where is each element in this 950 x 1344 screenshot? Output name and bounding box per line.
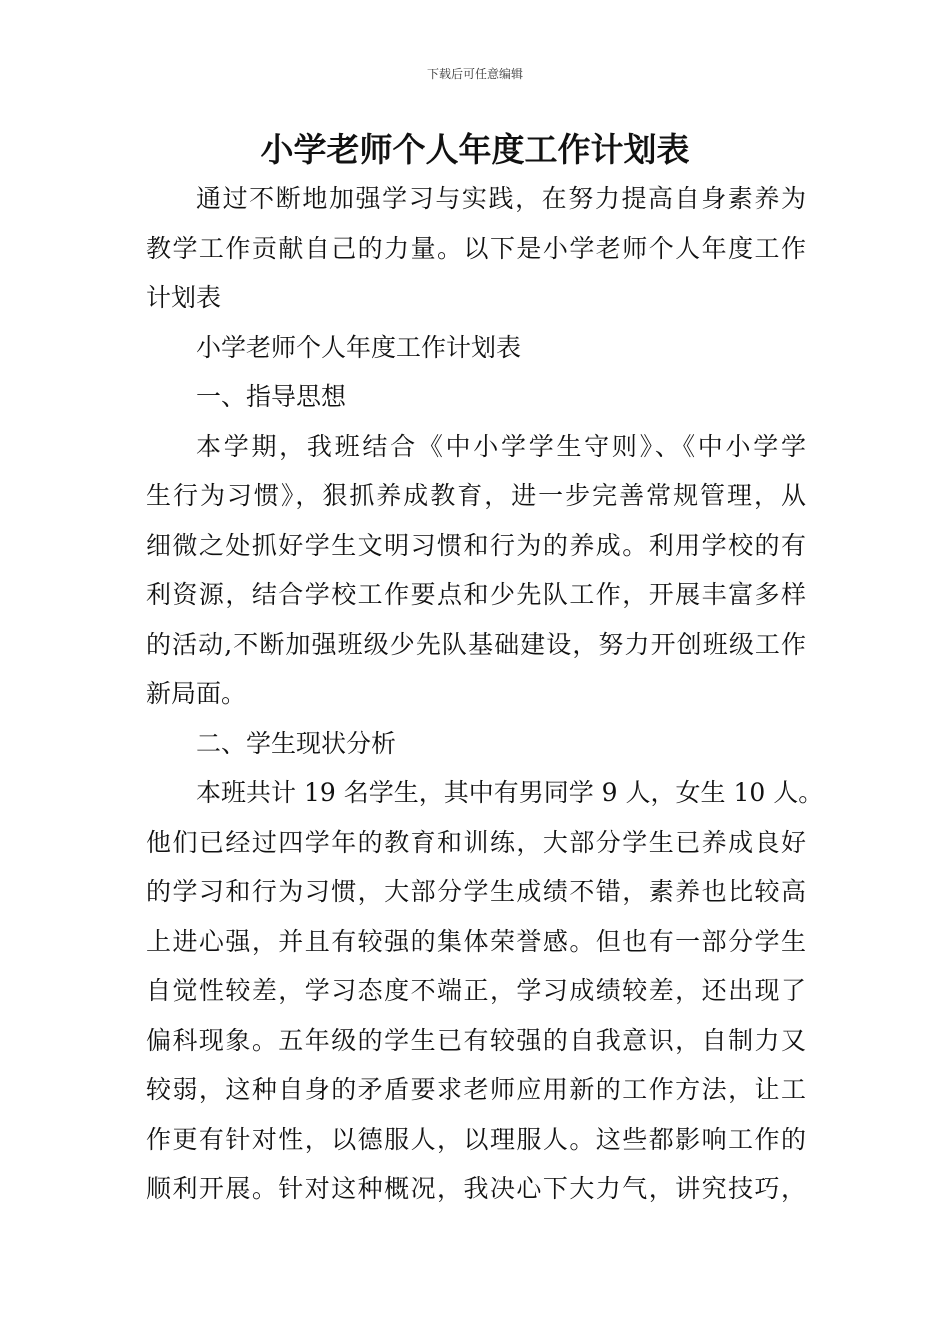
section2-line: 作更有针对性，以德服人，以理服人。这些都影响工作的 bbox=[146, 1124, 806, 1154]
section2-line: 他们已经过四学年的教育和训练，大部分学生已养成良好 bbox=[146, 827, 806, 857]
section1-heading-paragraph bbox=[146, 372, 806, 422]
subtitle: 小学老师个人年度工作计划表 bbox=[196, 332, 522, 362]
intro-paragraph bbox=[146, 174, 806, 323]
header-note: 下载后可任意编辑 bbox=[426, 67, 523, 81]
section2-line: 偏科现象。五年级的学生已有较强的自我意识，自制力又 bbox=[146, 1025, 806, 1055]
section1-paragraph bbox=[146, 422, 806, 719]
section1-line: 本学期，我班结合《中小学学生守则》、《中小学学 bbox=[196, 431, 806, 461]
subtitle-paragraph bbox=[146, 323, 806, 373]
section2-line: 的学习和行为习惯，大部分学生成绩不错，素养也比较高 bbox=[146, 877, 806, 906]
section-heading: 二、学生现状分析 bbox=[196, 728, 397, 758]
section-heading: 一、指导思想 bbox=[196, 382, 347, 411]
section1-line: 生行为习惯》，狠抓养成教育，进一步完善常规管理，从 bbox=[146, 481, 806, 510]
intro-line: 计划表 bbox=[146, 283, 222, 312]
section1-line: 的活动,不断加强班级少先队基础建设，努力开创班级工作 bbox=[146, 629, 806, 659]
section2-paragraph bbox=[146, 768, 824, 1214]
section1-line: 新局面。 bbox=[146, 679, 247, 708]
section2-line: 顺利开展。针对这种概况，我决心下大力气，讲究技巧， bbox=[146, 1174, 806, 1203]
document-body bbox=[146, 174, 824, 1214]
section2-line: 本班共计 19 名学生，其中有男同学 9 人，女生 10 人。 bbox=[196, 778, 824, 807]
section2-line: 自觉性较差，学习态度不端正，学习成绩较差，还出现了 bbox=[146, 976, 806, 1005]
document-title: 小学老师个人年度工作计划表 bbox=[260, 130, 690, 169]
section1-line: 细微之处抓好学生文明习惯和行为的养成。利用学校的有 bbox=[146, 530, 806, 560]
intro-line: 通过不断地加强学习与实践，在努力提高自身素养为 bbox=[196, 184, 806, 213]
section2-line: 上进心强，并且有较强的集体荣誉感。但也有一部分学生 bbox=[146, 926, 806, 956]
intro-line: 教学工作贡献自己的力量。以下是小学老师个人年度工作 bbox=[146, 233, 806, 263]
section2-heading-paragraph bbox=[146, 719, 806, 769]
section1-line: 利资源，结合学校工作要点和少先队工作，开展丰富多样 bbox=[146, 580, 806, 609]
section2-line: 较弱，这种自身的矛盾要求老师应用新的工作方法，让工 bbox=[146, 1075, 806, 1104]
